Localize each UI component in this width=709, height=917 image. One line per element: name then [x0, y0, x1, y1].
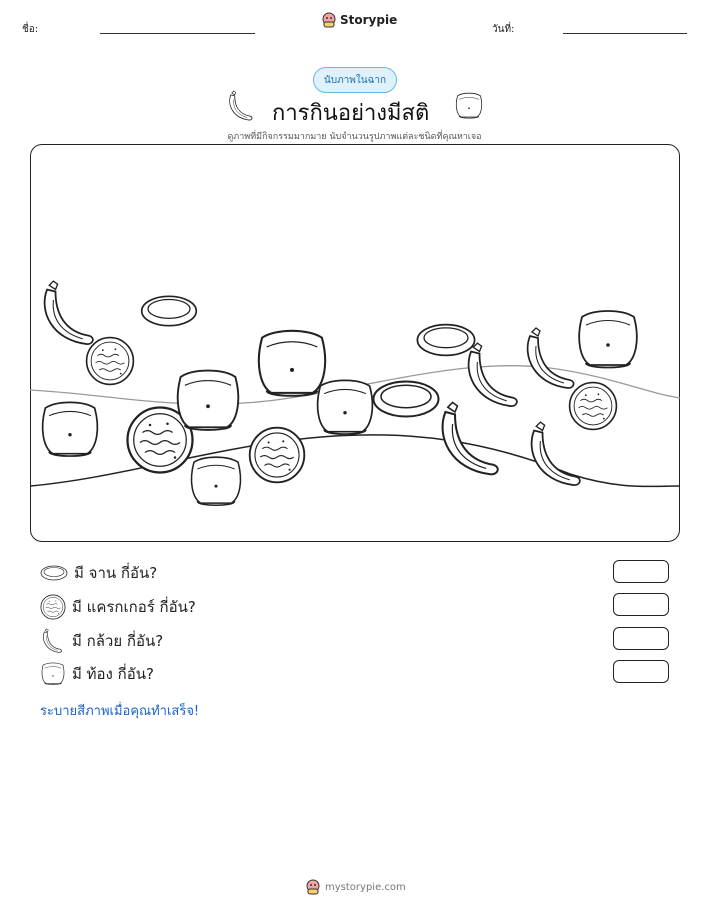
banana-icon — [40, 628, 66, 654]
belly-icon — [579, 311, 637, 368]
belly-icon — [40, 661, 66, 687]
cracker-icon — [40, 594, 66, 620]
activity-tag: นับภาพในฉาก — [313, 67, 397, 93]
cracker-icon — [570, 383, 617, 430]
answer-box-bananas[interactable] — [613, 627, 669, 650]
plate-icon — [40, 562, 68, 584]
belly-icon — [178, 371, 239, 430]
cracker-icon — [250, 428, 305, 483]
question-text: มี จาน กี่อัน? — [74, 564, 158, 582]
banana-icon — [469, 343, 517, 406]
footer-url[interactable]: mystorypie.com — [325, 881, 406, 893]
question-bananas — [40, 628, 163, 654]
name-input-line[interactable] — [100, 33, 255, 34]
question-bellies — [40, 661, 154, 687]
brand-name: Storypie — [340, 13, 398, 27]
answer-box-bellies[interactable] — [613, 660, 669, 683]
search-scene — [30, 144, 680, 542]
question-crackers — [40, 594, 196, 620]
question-plates — [40, 561, 157, 585]
question-text: มี กล้วย กี่อัน? — [72, 632, 164, 650]
belly-icon — [192, 457, 241, 505]
brand-logo — [322, 12, 397, 28]
cracker-icon — [87, 338, 134, 385]
page-title: การกินอย่างมีสติ — [272, 101, 430, 126]
banana-icon — [443, 402, 498, 474]
footer — [306, 879, 406, 895]
belly-icon — [454, 91, 484, 121]
date-label: วันที่: — [492, 24, 515, 35]
banana-icon — [45, 281, 93, 344]
belly-icon — [259, 331, 325, 396]
storypie-mascot-icon — [322, 12, 336, 28]
color-instruction: ระบายสีภาพเมื่อคุณทำเสร็จ! — [40, 704, 200, 719]
question-text: มี ท้อง กี่อัน? — [72, 665, 154, 683]
plate-icon — [417, 325, 474, 356]
name-label: ชื่อ: — [22, 24, 39, 35]
date-input-line[interactable] — [563, 33, 687, 34]
question-text: มี แครกเกอร์ กี่อัน? — [72, 598, 196, 616]
answer-box-plates[interactable] — [613, 560, 669, 583]
storypie-mascot-icon — [306, 879, 320, 895]
plate-icon — [142, 296, 197, 325]
banana-icon — [226, 90, 258, 122]
page-subtitle: ดูภาพที่มีกิจกรรมมากมาย นับจำนวนรูปภาพแต่ละชนิดที่คุณหาเจอ — [227, 132, 482, 142]
banana-icon — [528, 328, 574, 388]
belly-icon — [43, 402, 98, 456]
answer-box-crackers[interactable] — [613, 593, 669, 616]
belly-icon — [318, 380, 373, 434]
plate-icon — [374, 382, 439, 417]
banana-icon — [532, 422, 580, 485]
